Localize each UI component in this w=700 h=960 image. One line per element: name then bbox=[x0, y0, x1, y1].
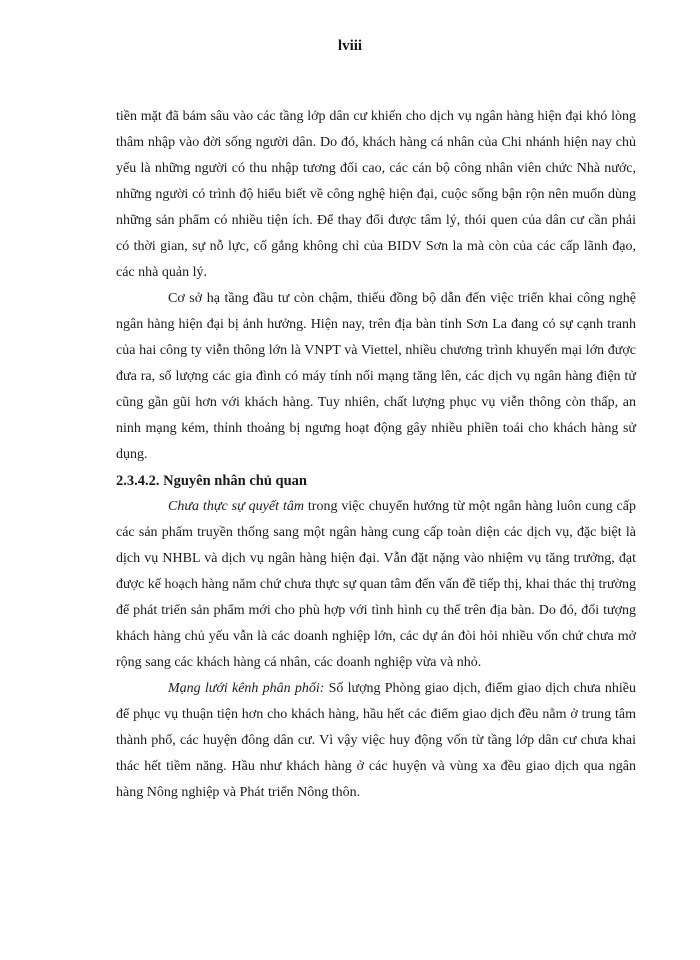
paragraph-lead-italic: Chưa thực sự quyết tâm bbox=[168, 499, 304, 514]
paragraph-determination bbox=[116, 494, 636, 676]
paragraph-text: Số lượng Phòng giao dịch, điểm giao dịch chưa nhiều để phục vụ thuận tiện hơn cho khách hàng, hầu hết các điểm giao dịch đều nằm ở trung tâm thành phố, các huyện đông dân cư. Vì vậy việc huy động vốn từ tầng lớp dân cư chưa khai thác hết tiềm năng. Hầu như khách hàng ở các huyện và vùng xa đều giao dịch qua ngân hàng Nông nghiệp và Phát triển Nông thôn. bbox=[116, 681, 637, 800]
section-heading: 2.3.4.2. Nguyên nhân chủ quan bbox=[116, 473, 307, 489]
paragraph-infrastructure: Cơ sở hạ tầng đầu tư còn chậm, thiếu đồng bộ dẫn đến việc triển khai công nghệ ngân hàng hiện đại bị ảnh hưởng. Hiện nay, trên địa bàn tỉnh Sơn La đang có sự cạnh tranh của hai công ty viễn thông lớn là VNPT và Viettel, nhiều chương trình khuyến mại lớn được đưa ra, số lượng các gia đình có máy tính nối mạng tăng lên, các dịch vụ ngân hàng điện tử cũng gần gũi hơn với khách hàng. Tuy nhiên, chất lượng phục vụ viễn thông còn thấp, an ninh mạng kém, thỉnh thoảng bị ngưng hoạt động gây nhiều phiền toái cho khách hàng sử dụng. bbox=[116, 291, 636, 462]
paragraph-text: trong việc chuyển hướng từ một ngân hàng luôn cung cấp các sản phẩm truyền thống sang một ngân hàng cung cấp toàn diện các dịch vụ, đặc biệt là dịch vụ NHBL và dịch vụ ngân hàng hiện đại. Vẫn đặt nặng vào nhiệm vụ tăng trưởng, đạt được kế hoạch hàng năm chứ chưa thực sự quan tâm đến vấn đề tiếp thị, khai thác thị trường để phát triển sản phẩm mới cho phù hợp với tình hình cụ thể trên địa bàn. Do đó, đối tượng khách hàng chủ yếu vẫn là các doanh nghiệp lớn, các dự án đòi hỏi nhiều vốn chứ chưa mở rộng sang các khách hàng cá nhân, các doanh nghiệp vừa và nhỏ. bbox=[116, 499, 636, 670]
document-body bbox=[116, 104, 636, 806]
paragraph-distribution-network bbox=[116, 676, 636, 806]
paragraph-lead-italic: Mạng lưới kênh phân phối: bbox=[168, 681, 325, 696]
paragraph-cash-habits: tiền mặt đã bám sâu vào các tầng lớp dân cư khiến cho dịch vụ ngân hàng hiện đại khó lòng thâm nhập vào đời sống người dân. Do đó, khách hàng cá nhân của Chi nhánh hiện nay chủ yếu là những người có thu nhập tương đối cao, các cán bộ công nhân viên chức Nhà nước, những người có trình độ hiểu biết về công nghệ hiện đại, cuộc sống bận rộn nên muốn dùng những sản phẩm có nhiều tiện ích. Để thay đổi được tâm lý, thói quen của dân cư cần phải có thời gian, sự nỗ lực, cố gắng không chỉ của BIDV Sơn la mà còn của các cấp lãnh đạo, các nhà quản lý. bbox=[116, 109, 636, 280]
page-number: lviii bbox=[337, 38, 363, 54]
